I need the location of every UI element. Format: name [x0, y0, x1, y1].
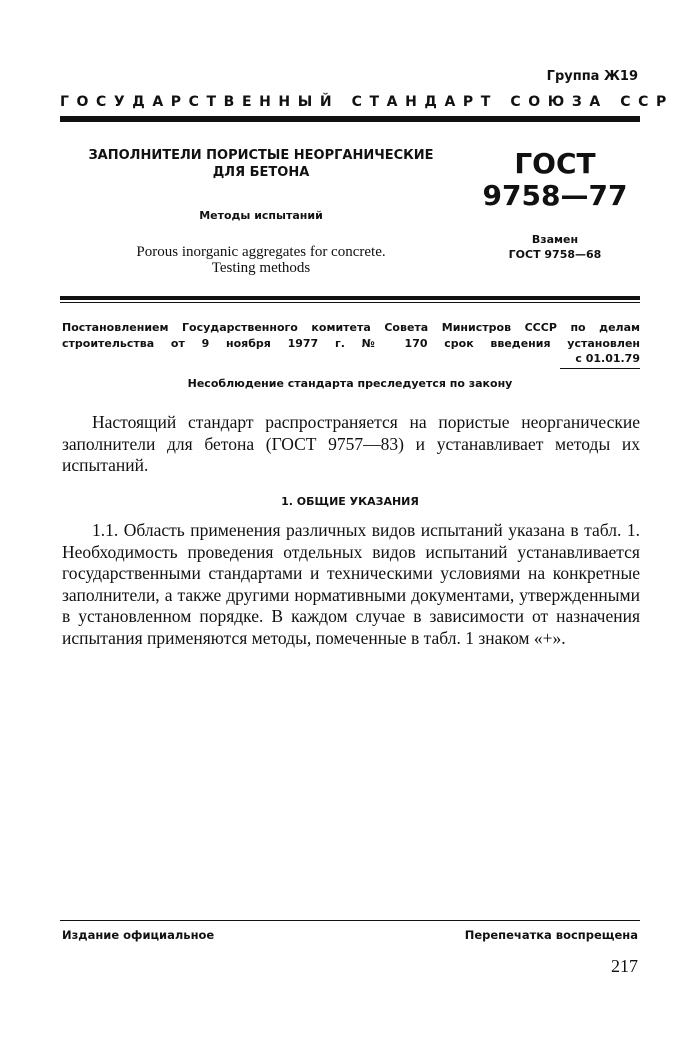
reprint-prohibited: Перепечатка воспрещена [464, 928, 638, 942]
header-rule [60, 116, 640, 122]
group-code: Группа Ж19 [546, 69, 638, 84]
section-rule-thin [60, 302, 640, 303]
title-line-2: ДЛЯ БЕТОНА [212, 165, 310, 180]
english-title [66, 244, 456, 276]
law-notice: Несоблюдение стандарта преследуется по закону [187, 377, 513, 390]
footer-rule [60, 920, 640, 921]
intro-paragraph: Настоящий стандарт распространяется на пористые неорганические заполнители для бетона (ГОСТ 9757—83) и устанавливает методы их испытаний. [62, 412, 640, 475]
decree-text: Постановлением Государственного комитета Совета Министров СССР по делам строительства от 9 ноября 1977 г. № 170 срок введения установлен [62, 321, 640, 350]
effective-date: с 01.01.79 [575, 352, 640, 365]
title-line-1: ЗАПОЛНИТЕЛИ ПОРИСТЫЕ НЕОРГАНИЧЕСКИЕ [88, 148, 434, 163]
gost-label: ГОСТ [514, 147, 596, 180]
official-edition: Издание официальное [62, 928, 215, 942]
english-title-line-2: Testing methods [211, 260, 311, 276]
document-title [66, 147, 456, 181]
standard-banner: ГОСУДАРСТВЕННЫЙ СТАНДАРТ СОЮЗА ССР [60, 94, 674, 110]
english-title-line-1: Porous inorganic aggregates for concrete. [136, 244, 386, 260]
gost-number: 9758—77 [482, 179, 628, 212]
section-heading: 1. ОБЩИЕ УКАЗАНИЯ [281, 495, 419, 508]
document-subtitle: Методы испытаний [199, 209, 323, 222]
date-underline [560, 368, 640, 369]
replaces-label: Взамен [531, 233, 579, 246]
section-paragraph: 1.1. Область применения различных видов испытаний указана в табл. 1. Необходимость проведения отдельных видов испытаний устанавливается государственными стандартами и техническими условиями на конкретные заполнители, а также другими нормативными документами, утвержденными в установленном порядке. В каждом случае в зависимости от назначения испытания применяются методы, помеченные в табл. 1 знаком «+». [62, 520, 640, 648]
section-rule [60, 296, 640, 300]
page-number: 217 [611, 956, 638, 976]
replaces-document: ГОСТ 9758—68 [508, 248, 602, 261]
